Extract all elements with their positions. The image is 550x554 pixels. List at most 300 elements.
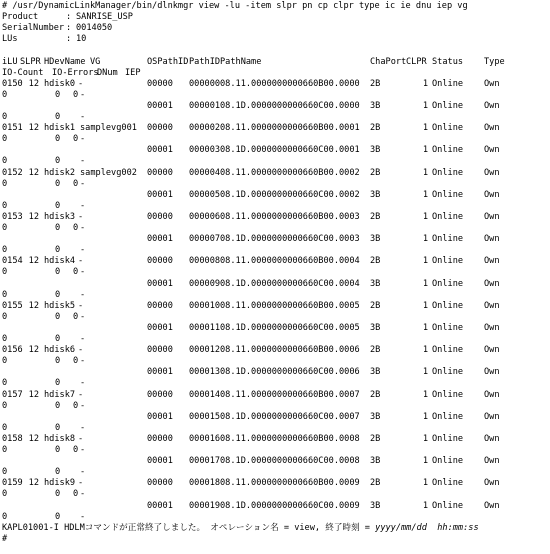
clpr-value: 1 [422,145,428,156]
clpr-value: 1 [422,389,428,400]
io-errors: 0 [55,223,61,233]
clpr-value: 1 [422,100,428,111]
path-name: 08.1D.0000000000660C00.0002 [220,189,360,200]
io-row [0,445,550,456]
ospath-id: 00000 [147,167,173,178]
io-errors: 0 [55,378,61,389]
ilu-value: 0155 [2,300,23,311]
shell-prompt: # [2,533,8,544]
path-id: 000006 [189,211,221,222]
column-header: OSPathID [147,56,189,67]
status-value: Online [432,411,464,422]
path-name: 08.1D.0000000000660C00.0007 [220,411,360,422]
hdev-name: hdisk0 [44,78,76,89]
ilu-value: 0152 [2,167,23,178]
io-count: 0 [2,400,8,411]
type-value: Own [484,411,500,422]
column-header: Type [484,56,505,67]
summary-value: SANRISE_USP [76,12,133,23]
type-value: Own [484,78,500,89]
ospath-id: 00000 [147,256,173,267]
io-errors: 0 [55,112,61,122]
summary-label: Product [2,12,39,23]
iep-value: - [80,178,86,189]
column-header: IEP [125,67,141,78]
vg-value: - [78,211,84,222]
ospath-id: 00001 [147,234,173,245]
io-row [0,267,550,278]
type-value: Own [484,234,500,245]
io-count: 0 [2,489,8,500]
io-errors: 0 [55,334,61,344]
hdev-name: hdisk2 [44,167,76,178]
column-header: IO-Errors [52,67,99,78]
cha-port: 2B [370,345,381,356]
summary-line [0,12,550,23]
path-name: 08.11.0000000000660B00.0006 [220,345,360,356]
iep-value: - [80,89,86,100]
io-row [0,290,550,301]
command-text: # /usr/DynamicLinkManager/bin/dlnkmgr view -lu -item slpr pn cp clpr type ic ie dnu iep vg [2,1,468,11]
dnum-value: 0 [73,489,79,500]
type-value: Own [484,145,500,156]
status-value: Online [432,278,464,289]
ospath-id: 00000 [147,123,173,134]
io-errors: 0 [55,89,61,100]
type-value: Own [484,100,500,111]
path-row [0,190,550,201]
iep-value: - [80,334,86,344]
column-header: iLU [2,56,18,67]
summary-line [0,23,550,34]
ilu-value: 0159 [2,478,23,489]
path-name: 08.1D.0000000000660C00.0006 [220,367,360,378]
type-value: Own [484,389,500,400]
path-id: 000001 [189,100,221,111]
path-row [0,434,550,445]
path-id: 000012 [189,345,221,356]
command-line [0,1,550,12]
status-value: Online [432,167,464,178]
path-name: 08.1D.0000000000660C00.0001 [220,145,360,156]
clpr-value: 1 [422,256,428,267]
io-errors: 0 [55,267,61,278]
type-value: Own [484,189,500,200]
io-count: 0 [2,245,8,256]
clpr-value: 1 [422,78,428,89]
cha-port: 2B [370,256,381,267]
path-row [0,101,550,112]
io-row [0,467,550,478]
io-errors: 0 [55,511,61,522]
cha-port: 3B [370,234,381,245]
ospath-id: 00000 [147,345,173,356]
status-value: Online [432,256,464,267]
path-id: 000009 [189,278,221,289]
path-name: 08.1D.0000000000660C00.0005 [220,322,360,333]
type-value: Own [484,278,500,289]
type-value: Own [484,345,500,356]
vg-value: - [78,389,84,400]
cha-port: 3B [370,367,381,378]
cha-port: 3B [370,322,381,333]
status-value: Online [432,211,464,222]
status-value: Online [432,367,464,378]
io-errors: 0 [55,311,61,322]
ospath-id: 00000 [147,478,173,489]
ospath-id: 00001 [147,411,173,422]
path-name: 08.1D.0000000000660C00.0008 [220,456,360,467]
io-errors: 0 [55,245,61,256]
cha-port: 3B [370,456,381,467]
path-id: 000003 [189,145,221,156]
path-id: 000019 [189,500,221,511]
dnum-value: 0 [73,356,79,367]
cha-port: 3B [370,100,381,111]
completion-message [0,523,550,534]
io-count: 0 [2,334,8,344]
clpr-value: 1 [422,167,428,178]
io-count: 0 [2,134,8,145]
iep-value: - [80,356,86,367]
clpr-value: 1 [422,300,428,311]
column-header: SLPR [20,56,41,67]
column-header: IO-Count [2,67,44,78]
io-count: 0 [2,200,8,211]
iep-value: - [80,378,86,389]
iep-value: - [80,467,86,478]
vg-value: samplevg002 [80,167,137,178]
path-row [0,345,550,356]
summary-value: 0014050 [76,23,113,34]
summary-separator: : [66,34,72,45]
column-header: DNum [97,67,118,78]
clpr-value: 1 [422,189,428,200]
iep-value: - [80,422,86,433]
vg-value: samplevg001 [80,123,137,134]
summary-separator: : [66,23,72,34]
io-count: 0 [2,467,8,478]
header-row-1 [0,57,550,68]
iep-value: - [80,112,86,122]
status-value: Online [432,345,464,356]
cha-port: 2B [370,211,381,222]
prompt-line [0,534,550,545]
status-value: Online [432,322,464,333]
slpr-value: 12 [28,167,39,178]
io-row [0,201,550,212]
clpr-value: 1 [422,278,428,289]
slpr-value: 12 [28,300,39,311]
io-count: 0 [2,89,8,100]
io-count: 0 [2,112,8,122]
path-row [0,478,550,489]
io-count: 0 [2,156,8,167]
column-header: VG [90,56,101,67]
path-name: 08.1D.0000000000660C00.0004 [220,278,360,289]
status-value: Online [432,389,464,400]
io-count: 0 [2,289,8,300]
header-row-2 [0,68,550,79]
io-errors: 0 [55,134,61,145]
type-value: Own [484,256,500,267]
ilu-value: 0157 [2,389,23,400]
ospath-id: 00001 [147,500,173,511]
io-row [0,134,550,145]
cha-port: 2B [370,478,381,489]
vg-value: - [78,300,84,311]
io-errors: 0 [55,200,61,211]
io-row [0,489,550,500]
path-name: 08.11.0000000000660B00.0009 [220,478,360,489]
dnum-value: 0 [73,178,79,189]
type-value: Own [484,433,500,444]
slpr-value: 12 [28,345,39,356]
clpr-value: 1 [422,234,428,245]
path-row [0,256,550,267]
clpr-value: 1 [422,456,428,467]
path-row [0,279,550,290]
ospath-id: 00001 [147,367,173,378]
ilu-value: 0156 [2,345,23,356]
column-header: CLPR [406,56,427,67]
io-errors: 0 [55,422,61,433]
path-id: 000007 [189,234,221,245]
slpr-value: 12 [28,433,39,444]
status-value: Online [432,300,464,311]
slpr-value: 12 [28,389,39,400]
io-errors: 0 [55,467,61,478]
ospath-id: 00000 [147,433,173,444]
cha-port: 2B [370,300,381,311]
summary-separator: : [66,12,72,23]
clpr-value: 1 [422,478,428,489]
hdev-name: hdisk1 [44,123,76,134]
path-name: 08.11.0000000000660B00.0008 [220,433,360,444]
io-errors: 0 [55,156,61,167]
ilu-value: 0154 [2,256,23,267]
iep-value: - [80,511,86,522]
io-row [0,112,550,123]
ospath-id: 00001 [147,278,173,289]
cha-port: 2B [370,123,381,134]
ospath-id: 00000 [147,211,173,222]
io-row [0,334,550,345]
iep-value: - [80,134,86,145]
io-errors: 0 [55,400,61,411]
path-name: 08.1D.0000000000660C00.0000 [220,100,360,111]
ilu-value: 0151 [2,123,23,134]
status-value: Online [432,456,464,467]
vg-value: - [78,478,84,489]
path-name: 08.11.0000000000660B00.0002 [220,167,360,178]
clpr-value: 1 [422,411,428,422]
ospath-id: 00001 [147,145,173,156]
vg-value: - [78,345,84,356]
iep-value: - [80,445,86,455]
path-row [0,234,550,245]
ospath-id: 00000 [147,300,173,311]
column-header: ChaPort [370,56,407,67]
ilu-value: 0153 [2,211,23,222]
hdev-name: hdisk5 [44,300,76,311]
ospath-id: 00001 [147,456,173,467]
io-row [0,245,550,256]
path-id: 000016 [189,433,221,444]
path-id: 000011 [189,322,221,333]
type-value: Own [484,367,500,378]
path-name: 08.11.0000000000660B00.0005 [220,300,360,311]
path-row [0,212,550,223]
ospath-id: 00001 [147,189,173,200]
path-row [0,323,550,334]
io-row [0,156,550,167]
path-row [0,79,550,90]
io-count: 0 [2,445,8,455]
vg-value: - [78,256,84,267]
type-value: Own [484,167,500,178]
path-name: 08.11.0000000000660B00.0003 [220,211,360,222]
path-id: 000017 [189,456,221,467]
path-id: 000018 [189,478,221,489]
path-name: 08.11.0000000000660B00.0000 [220,78,360,89]
io-errors: 0 [55,289,61,300]
dnum-value: 0 [73,134,79,145]
clpr-value: 1 [422,433,428,444]
clpr-value: 1 [422,500,428,511]
path-row [0,123,550,134]
hdev-name: hdisk9 [44,478,76,489]
summary-value: 10 [76,34,87,45]
status-value: Online [432,145,464,156]
type-value: Own [484,211,500,222]
hdev-name: hdisk6 [44,345,76,356]
dnum-value: 0 [73,267,79,278]
ospath-id: 00000 [147,389,173,400]
path-row [0,301,550,312]
dnum-value: 0 [73,223,79,233]
path-id: 000013 [189,367,221,378]
path-id: 000004 [189,167,221,178]
type-value: Own [484,478,500,489]
path-id: 000014 [189,389,221,400]
cha-port: 2B [370,167,381,178]
io-row [0,90,550,101]
io-count: 0 [2,267,8,278]
cha-port: 3B [370,189,381,200]
io-row [0,512,550,523]
clpr-value: 1 [422,345,428,356]
status-value: Online [432,78,464,89]
iep-value: - [80,245,86,256]
cha-port: 3B [370,145,381,156]
ilu-value: 0158 [2,433,23,444]
io-count: 0 [2,223,8,233]
path-row [0,168,550,179]
io-row [0,356,550,367]
io-count: 0 [2,356,8,367]
type-value: Own [484,123,500,134]
io-errors: 0 [55,445,61,455]
io-row [0,378,550,389]
cha-port: 2B [370,78,381,89]
io-row [0,223,550,234]
cha-port: 2B [370,389,381,400]
column-header: Status [432,56,464,67]
status-value: Online [432,500,464,511]
io-count: 0 [2,378,8,389]
iep-value: - [80,311,86,322]
ospath-id: 00001 [147,322,173,333]
path-row [0,367,550,378]
cha-port: 3B [370,278,381,289]
cha-port: 2B [370,433,381,444]
type-value: Own [484,322,500,333]
dnum-value: 0 [73,445,79,455]
type-value: Own [484,300,500,311]
status-value: Online [432,478,464,489]
dnum-value: 0 [73,311,79,322]
status-value: Online [432,123,464,134]
path-row [0,412,550,423]
path-name: 08.1D.0000000000660C00.0003 [220,234,360,245]
slpr-value: 12 [28,478,39,489]
path-id: 000005 [189,189,221,200]
column-header: PathID [189,56,221,67]
hdev-name: hdisk4 [44,256,76,267]
io-errors: 0 [55,489,61,500]
summary-label: SerialNumber [2,23,65,34]
clpr-value: 1 [422,367,428,378]
path-row [0,456,550,467]
status-value: Online [432,100,464,111]
type-value: Own [484,456,500,467]
clpr-value: 1 [422,322,428,333]
io-row [0,423,550,434]
hdev-name: hdisk3 [44,211,76,222]
ospath-id: 00000 [147,78,173,89]
io-row [0,401,550,412]
io-errors: 0 [55,356,61,367]
status-value: Online [432,234,464,245]
path-id: 000000 [189,78,221,89]
slpr-value: 12 [28,78,39,89]
dnum-value: 0 [73,89,79,100]
completion-message-text: KAPL01001-I HDLMコマンドが正常終了しました。 オペレーション名 = view, 終了時刻 = yyyy/mm/dd hh:mm:ss [2,522,479,533]
vg-value: - [78,433,84,444]
iep-value: - [80,156,86,167]
hdev-name: hdisk7 [44,389,76,400]
hdev-name: hdisk8 [44,433,76,444]
iep-value: - [80,489,86,500]
path-row [0,390,550,401]
iep-value: - [80,200,86,211]
io-count: 0 [2,311,8,322]
end-time-format: yyyy/mm/dd hh:mm:ss [375,522,479,533]
path-id: 000010 [189,300,221,311]
io-errors: 0 [55,178,61,189]
column-header: HDevName [44,56,86,67]
clpr-value: 1 [422,211,428,222]
slpr-value: 12 [28,256,39,267]
iep-value: - [80,267,86,278]
path-row [0,501,550,512]
clpr-value: 1 [422,123,428,134]
cha-port: 3B [370,500,381,511]
slpr-value: 12 [28,211,39,222]
ospath-id: 00001 [147,100,173,111]
path-name: 08.11.0000000000660B00.0001 [220,123,360,134]
